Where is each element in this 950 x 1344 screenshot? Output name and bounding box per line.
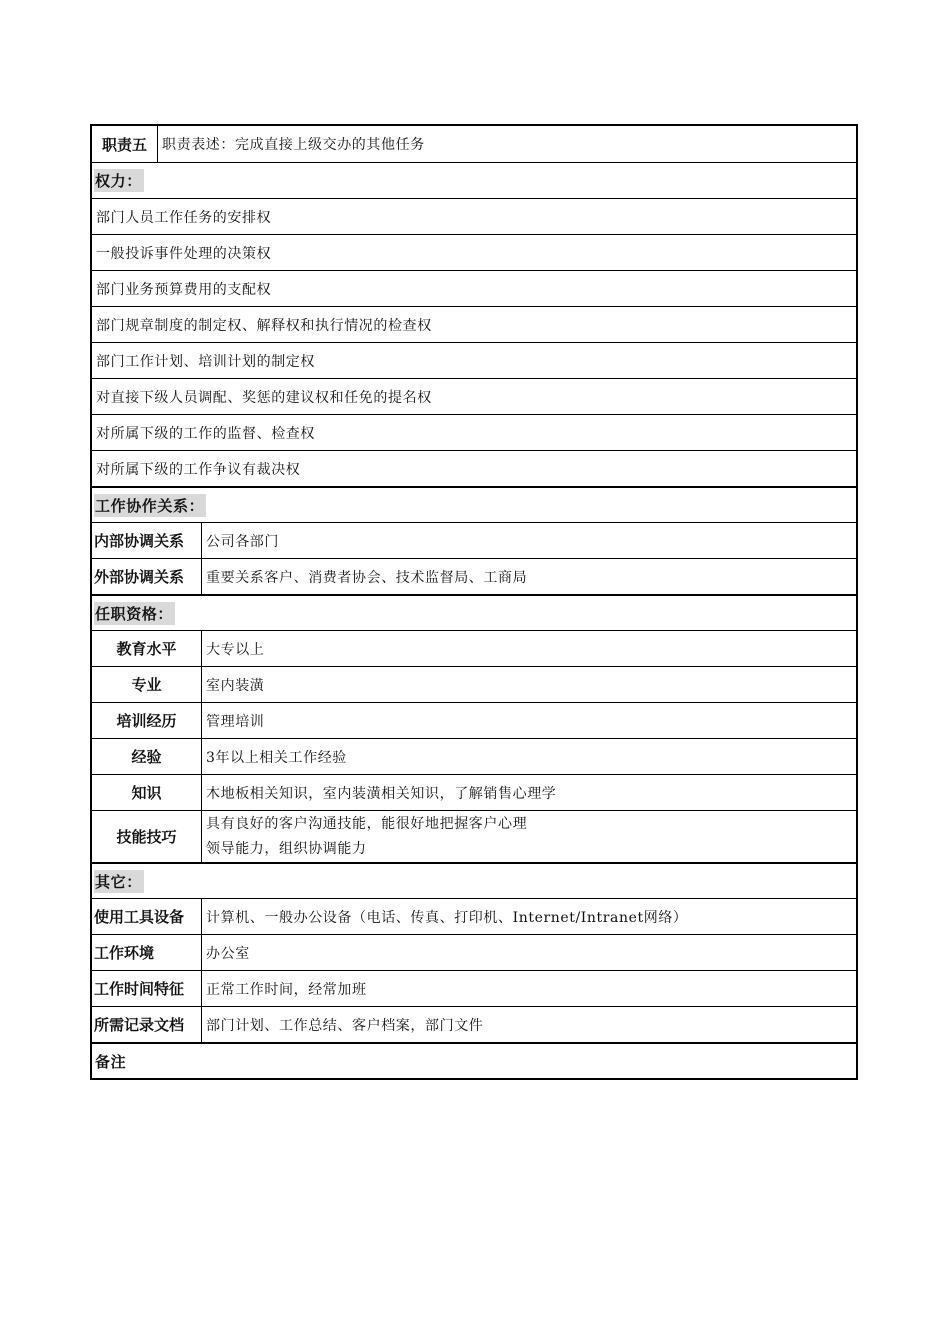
education-row [92,630,856,666]
environment-value: 办公室 [206,945,250,962]
external-relations-row [92,558,856,594]
skills-line-2: 领导能力，组织协调能力 [206,840,367,857]
qualifications-section-header [92,594,856,630]
skills-label: 技能技巧 [92,811,202,862]
tools-value: 计算机、一般办公设备（电话、传真、打印机、Internet/Intranet网络） [206,909,688,926]
power-item [92,234,856,270]
internal-relations-label: 内部协调关系 [92,523,202,558]
power-item [92,198,856,234]
work-time-value: 正常工作时间，经常加班 [206,981,367,998]
education-label: 教育水平 [92,631,202,666]
power-item-text: 对所属下级的工作争议有裁决权 [96,461,301,478]
power-item-text: 部门规章制度的制定权、解释权和执行情况的检查权 [96,317,432,334]
power-item [92,378,856,414]
environment-label: 工作环境 [92,935,202,970]
duty-text: 职责表述：完成直接上级交办的其他任务 [162,137,425,153]
knowledge-value: 木地板相关知识，室内装潢相关知识，了解销售心理学 [206,785,557,802]
power-item [92,270,856,306]
other-title: 其它： [94,870,144,893]
education-value: 大专以上 [206,641,265,658]
power-item-text: 部门工作计划、培训计划的制定权 [96,353,315,370]
tools-row [92,898,856,934]
experience-row [92,738,856,774]
power-item-text: 对直接下级人员调配、奖惩的建议权和任免的提名权 [96,389,432,406]
qualifications-title: 任职资格： [94,602,175,625]
work-time-label: 工作时间特征 [92,971,202,1006]
skills-line-1: 具有良好的客户沟通技能，能很好地把握客户心理 [206,815,528,832]
internal-relations-value: 公司各部门 [206,533,279,550]
power-item-text: 一般投诉事件处理的决策权 [96,245,272,262]
experience-label: 经验 [92,739,202,774]
external-relations-label: 外部协调关系 [92,559,202,594]
major-value: 室内装潢 [206,677,265,694]
training-value: 管理培训 [206,713,265,730]
power-item-text: 对所属下级的工作的监督、检查权 [96,425,315,442]
job-description-table [90,124,858,1080]
internal-relations-row [92,522,856,558]
powers-title: 权力： [94,169,144,192]
knowledge-label: 知识 [92,775,202,810]
other-section-header [92,862,856,898]
skills-value [202,811,856,862]
major-row [92,666,856,702]
power-item [92,450,856,486]
training-row [92,702,856,738]
training-label: 培训经历 [92,703,202,738]
records-label: 所需记录文档 [92,1007,202,1042]
remarks-row [92,1042,856,1078]
duty-label: 职责五 [92,126,158,162]
work-time-row [92,970,856,1006]
power-item [92,414,856,450]
experience-value: 3年以上相关工作经验 [206,749,347,766]
knowledge-row [92,774,856,810]
external-relations-value: 重要关系客户、消费者协会、技术监督局、工商局 [206,569,528,586]
records-value: 部门计划、工作总结、客户档案，部门文件 [206,1017,484,1034]
power-item [92,342,856,378]
power-item [92,306,856,342]
tools-label: 使用工具设备 [92,899,202,934]
skills-row [92,810,856,862]
records-row [92,1006,856,1042]
powers-section-header [92,162,856,198]
relations-section-header [92,486,856,522]
environment-row [92,934,856,970]
duty-row [92,126,856,162]
relations-title: 工作协作关系： [94,494,206,517]
remarks-label: 备注 [95,1052,127,1071]
power-item-text: 部门人员工作任务的安排权 [96,209,272,226]
power-item-text: 部门业务预算费用的支配权 [96,281,272,298]
major-label: 专业 [92,667,202,702]
